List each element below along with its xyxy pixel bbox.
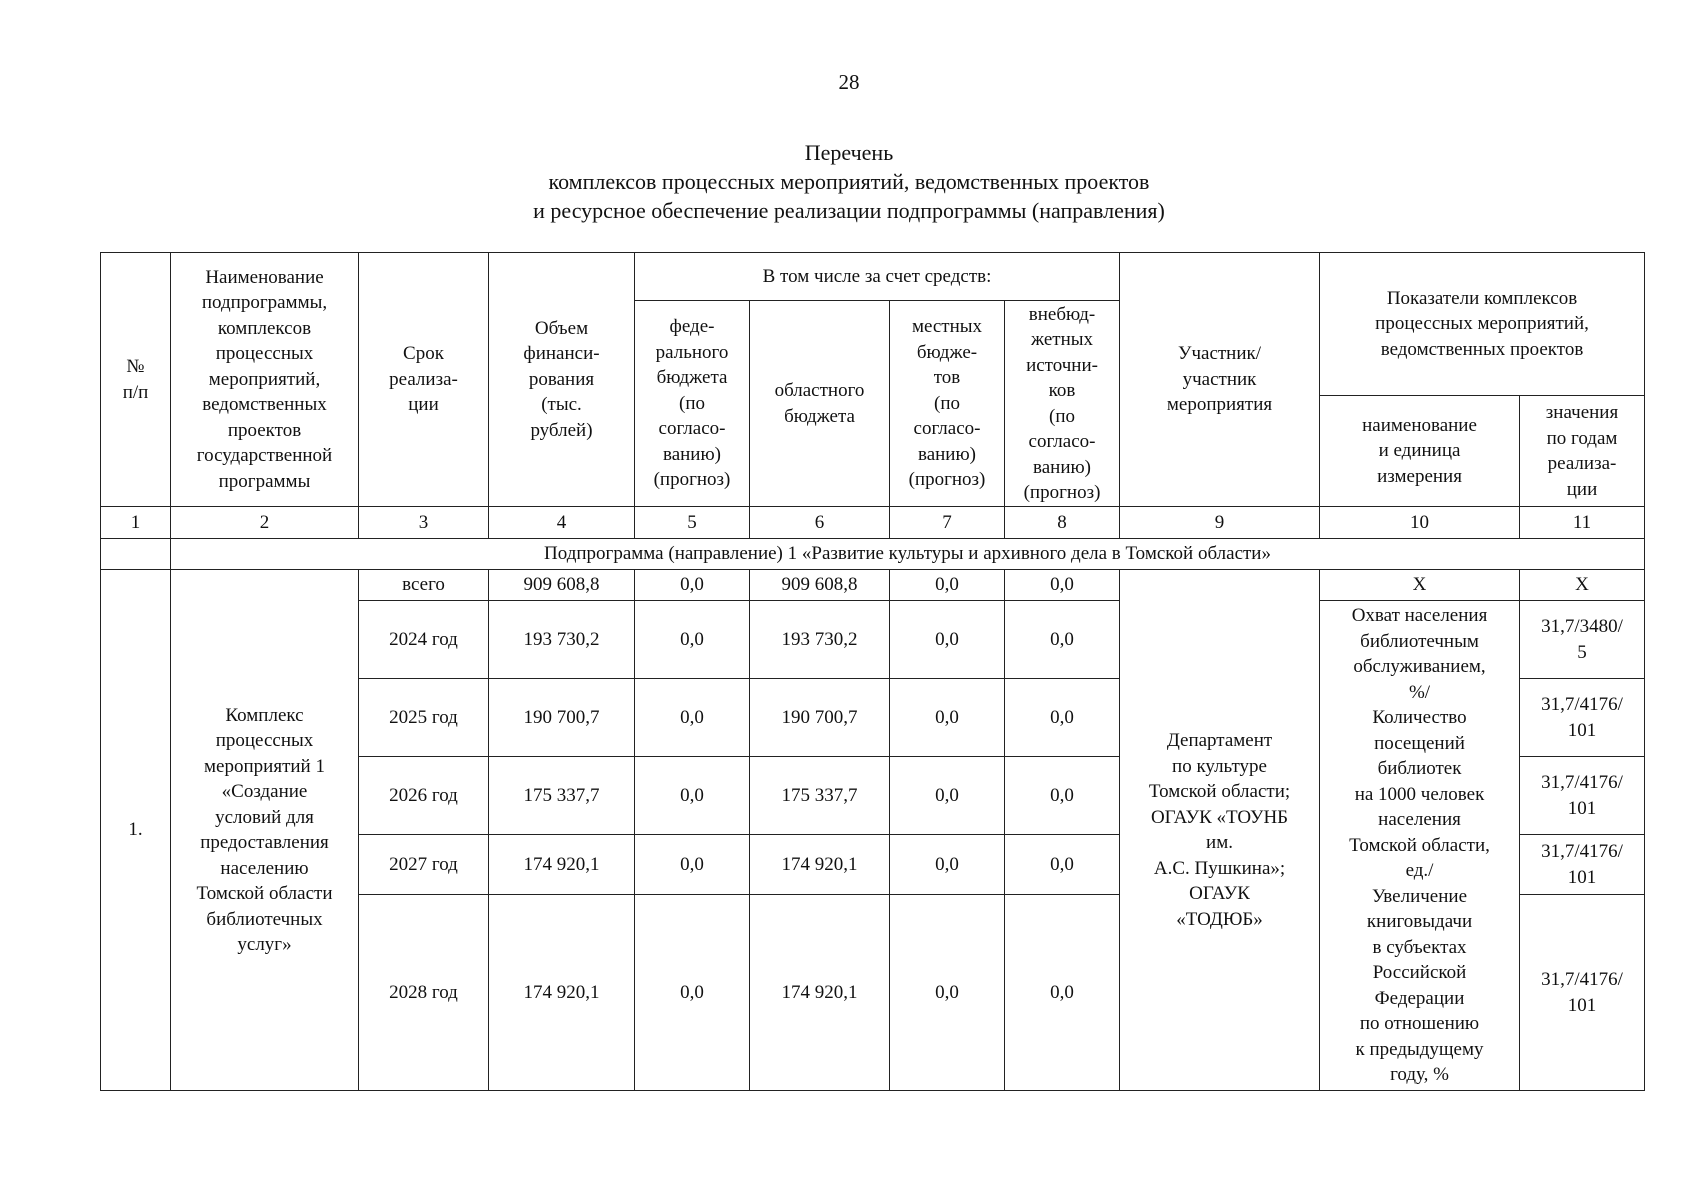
column-number: 6	[750, 507, 890, 539]
header-funding-group: В том числе за счет средств:	[635, 253, 1120, 301]
header-name: Наименование подпрограммы, комплексов процессных мероприятий, ведомственных проектов государственной программы	[171, 253, 359, 507]
extrabudget-cell: 0,0	[1005, 835, 1120, 895]
header-indicators-group: Показатели комплексов процессных мероприятий, ведомственных проектов	[1320, 253, 1645, 396]
total-cell: 175 337,7	[489, 757, 635, 835]
total-cell: 190 700,7	[489, 679, 635, 757]
local-cell: 0,0	[890, 835, 1005, 895]
indicator-value-cell: 31,7/4176/ 101	[1520, 757, 1645, 835]
regional-cell: 174 920,1	[750, 835, 890, 895]
period-cell: 2027 год	[359, 835, 489, 895]
total-cell: 193 730,2	[489, 601, 635, 679]
column-number: 3	[359, 507, 489, 539]
period-cell: 2024 год	[359, 601, 489, 679]
header-indicator-name: наименование и единица измерения	[1320, 396, 1520, 507]
federal-cell: 0,0	[635, 679, 750, 757]
indicator-name-x: Х	[1320, 570, 1520, 601]
header-volume: Объем финанси- рования (тыс. рублей)	[489, 253, 635, 507]
period-cell: 2026 год	[359, 757, 489, 835]
header-period: Срок реализа- ции	[359, 253, 489, 507]
regional-cell: 175 337,7	[750, 757, 890, 835]
local-cell: 0,0	[890, 895, 1005, 1091]
local-cell: 0,0	[890, 601, 1005, 679]
local-cell: 0,0	[890, 679, 1005, 757]
table-row	[101, 570, 1645, 601]
participant-cell: Департамент по культуре Томской области; ОГАУК «ТОУНБ им. А.С. Пушкина»; ОГАУК «ТОДЮБ»	[1120, 570, 1320, 1091]
column-number: 1	[101, 507, 171, 539]
header-participant: Участник/ участник мероприятия	[1120, 253, 1320, 507]
regional-cell: 190 700,7	[750, 679, 890, 757]
document-title	[0, 138, 1698, 225]
local-cell: 0,0	[890, 757, 1005, 835]
total-cell: 909 608,8	[489, 570, 635, 601]
header-number: № п/п	[101, 253, 171, 507]
column-number: 2	[171, 507, 359, 539]
total-cell: 174 920,1	[489, 835, 635, 895]
column-number: 5	[635, 507, 750, 539]
regional-cell: 193 730,2	[750, 601, 890, 679]
period-cell: всего	[359, 570, 489, 601]
extrabudget-cell: 0,0	[1005, 679, 1120, 757]
extrabudget-cell: 0,0	[1005, 895, 1120, 1091]
column-number: 11	[1520, 507, 1645, 539]
local-cell: 0,0	[890, 570, 1005, 601]
extrabudget-cell: 0,0	[1005, 570, 1120, 601]
regional-cell: 909 608,8	[750, 570, 890, 601]
indicator-value-cell: 31,7/4176/ 101	[1520, 679, 1645, 757]
title-line-3: и ресурсное обеспечение реализации подпрограммы (направления)	[533, 198, 1165, 223]
item-name: Комплекс процессных мероприятий 1 «Создание условий для предоставления населению Томской области библиотечных услуг»	[171, 570, 359, 1091]
indicator-value-cell: 31,7/3480/ 5	[1520, 601, 1645, 679]
header-indicator-values: значения по годам реализа- ции	[1520, 396, 1645, 507]
header-regional: областного бюджета	[750, 301, 890, 507]
regional-cell: 174 920,1	[750, 895, 890, 1091]
header-local: местных бюдже- тов (по согласо- ванию) (прогноз)	[890, 301, 1005, 507]
indicator-name-cell: Охват населения библиотечным обслуживанием, %/ Количество посещений библиотек на 1000 человек населения Томской области, ед./ Увеличение книговыдачи в субъектах Российской Федерации по отношению к предыдущему году, %	[1320, 601, 1520, 1091]
subprogram-number-cell	[101, 539, 171, 570]
federal-cell: 0,0	[635, 601, 750, 679]
column-number: 8	[1005, 507, 1120, 539]
indicator-value-cell: 31,7/4176/ 101	[1520, 835, 1645, 895]
page-number: 28	[838, 70, 860, 94]
federal-cell: 0,0	[635, 835, 750, 895]
subprogram-title: Подпрограмма (направление) 1 «Развитие культуры и архивного дела в Томской области»	[171, 539, 1645, 570]
period-cell: 2028 год	[359, 895, 489, 1091]
federal-cell: 0,0	[635, 757, 750, 835]
header-extrabudget: внебюд- жетных источни- ков (по согласо- ванию) (прогноз)	[1005, 301, 1120, 507]
indicator-value-x: Х	[1520, 570, 1645, 601]
header-federal: феде- рального бюджета (по согласо- ванию) (прогноз)	[635, 301, 750, 507]
extrabudget-cell: 0,0	[1005, 601, 1120, 679]
federal-cell: 0,0	[635, 895, 750, 1091]
federal-cell: 0,0	[635, 570, 750, 601]
item-number: 1.	[101, 570, 171, 1091]
extrabudget-cell: 0,0	[1005, 757, 1120, 835]
column-number: 4	[489, 507, 635, 539]
period-cell: 2025 год	[359, 679, 489, 757]
title-line-1: Перечень	[804, 140, 894, 165]
column-number: 9	[1120, 507, 1320, 539]
activities-table	[100, 252, 1645, 1091]
indicator-value-cell: 31,7/4176/ 101	[1520, 895, 1645, 1091]
column-number: 7	[890, 507, 1005, 539]
total-cell: 174 920,1	[489, 895, 635, 1091]
title-line-2: комплексов процессных мероприятий, ведомственных проектов	[548, 169, 1150, 194]
column-number: 10	[1320, 507, 1520, 539]
